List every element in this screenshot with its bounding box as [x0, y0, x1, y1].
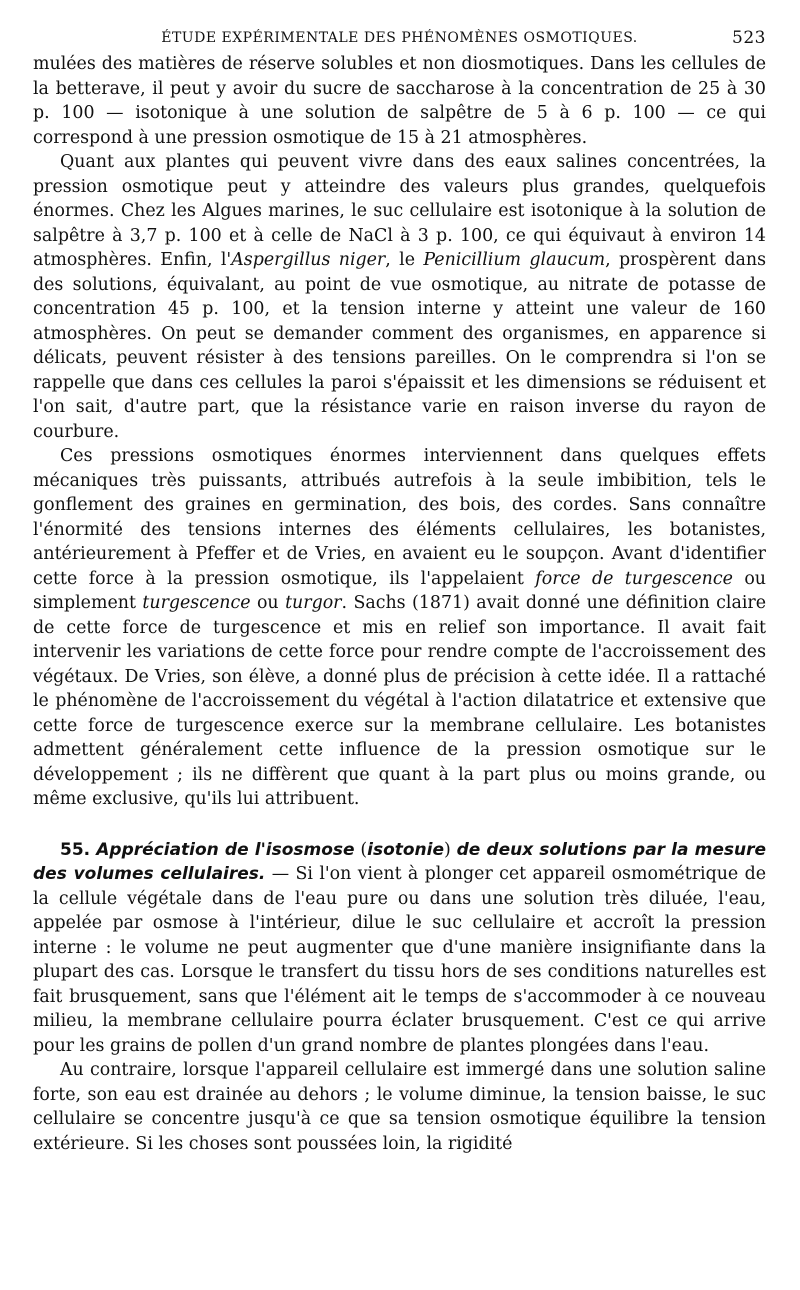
text-run: , prospèrent dans des solutions, équivalant, au point de vue osmotique, au nitrate de potasse de concentration 45 p. 100, et la tension interne y atteint une valeur de 160 atmosphères. On peut se demander comment des organismes, en apparence si délicats, peuvent résister à des tensions pareilles. On le comprendra si l'on se rappelle que dans ces cellules la paroi s'épaissit et les dimensions se réduisent et l'on sait, d'autre part, que la résistance varie en raison inverse du rayon de courbure.	[33, 250, 767, 442]
text-run: , le	[385, 250, 424, 270]
text-run: Ces pressions osmotiques énormes interviennent dans quelques effets mécaniques très puissants, attribués autrefois à la seule imbibition, tels le gonflement des graines en germination, des bois, des cordes. Sans connaître l'énormité des tensions internes des éléments cellulaires, les botanistes, antérieurement à Pfeffer et de Vries, en avaient eu le soupçon. Avant d'identifier cette force à la pression osmotique, ils l'appelaient	[33, 446, 766, 589]
section-55	[33, 838, 766, 1059]
species-name: Aspergillus niger	[231, 250, 386, 270]
section-number: 55.	[60, 839, 91, 860]
species-name: Penicillium glaucum	[423, 250, 606, 270]
running-title: ÉTUDE EXPÉRIMENTALE DES PHÉNOMÈNES OSMOTIQUES.	[161, 30, 638, 46]
running-head	[33, 26, 766, 52]
section-gap	[33, 812, 766, 838]
paragraph-continued: mulées des matières de réserve solubles et non diosmotiques. Dans les cellules de la betterave, il peut y avoir du sucre de saccharose à la concentration de 25 à 30 p. 100 — isotonique à une solution de salpêtre de 5 à 6 p. 100 — ce qui correspond à une pression osmotique de 15 à 21 atmosphères.	[33, 54, 766, 148]
paragraph-saline-plants	[33, 150, 766, 444]
section-title: Appréciation de l'isosmose	[90, 839, 355, 860]
term-italic: force de turgescence	[535, 568, 733, 589]
text-run: ou simplement	[33, 568, 766, 613]
section-title-paren: )	[444, 839, 457, 860]
paragraph-turgescence	[33, 444, 766, 812]
page	[33, 26, 766, 1156]
section-title-paren: (	[354, 839, 368, 860]
section-title: de deux solutions par la mesure des volumes cellulaires.	[33, 839, 766, 884]
text-run: Quant aux plantes qui peuvent vivre dans des eaux salines concentrées, la pression osmotique peut y atteindre des valeurs plus grandes, quelquefois énormes. Chez les Algues marines, le suc cellulaire est isotonique à la solution de salpêtre à 3,7 p. 100 et à celle de NaCl à 3 p. 100, ce qui équivaut à environ 14 atmosphères. Enfin, l'	[33, 152, 766, 270]
text-run: ou	[250, 593, 286, 613]
section-title: isotonie	[367, 839, 445, 860]
text-run: . Sachs (1871) avait donné une définition claire de cette force de turgescence et mis en relief son importance. Il avait fait intervenir les variations de cette force pour rendre compte de l'accroissement des végétaux. De Vries, son élève, a donné plus de précision à cette idée. Il a rattaché le phénomène de l'accroissement du végétal à l'action dilatatrice et extensive que cette force de turgescence exerce sur la membrane cellulaire. Les botanistes admettent généralement cette influence de la pression osmotique sur le développement ; ils ne diffèrent que quant à la part plus ou moins grande, ou même exclusive, qu'ils lui attribuent.	[33, 593, 767, 809]
page-number: 523	[732, 28, 766, 48]
body-text	[33, 52, 766, 1156]
paragraph-saline-solution: Au contraire, lorsque l'appareil cellulaire est immergé dans une solution saline forte, son eau est drainée au dehors ; le volume diminue, la tension baisse, le suc cellulaire se concentre jusqu'à ce que sa tension osmotique équilibre la tension extérieure. Si les choses sont poussées loin, la rigidité	[33, 1060, 766, 1154]
term-italic: turgor	[285, 593, 342, 613]
text-run: — Si l'on vient à plonger cet appareil osmométrique de la cellule végétale dans de l'eau pure ou dans une solution très diluée, l'eau, appelée par osmose à l'intérieur, dilue le suc cellulaire et accroît la pression interne : le volume ne peut augmenter que d'une manière insignifiante dans la plupart des cas. Lorsque le transfert du tissu hors de ses conditions naturelles est fait brusquement, sans que l'élément ait le temps de s'accommoder à ce nouveau milieu, la membrane cellulaire pourra éclater brusquement. C'est ce qui arrive pour les grains de pollen d'un grand nombre de plantes plongées dans l'eau.	[33, 864, 767, 1056]
term-italic: turgescence	[142, 593, 251, 613]
